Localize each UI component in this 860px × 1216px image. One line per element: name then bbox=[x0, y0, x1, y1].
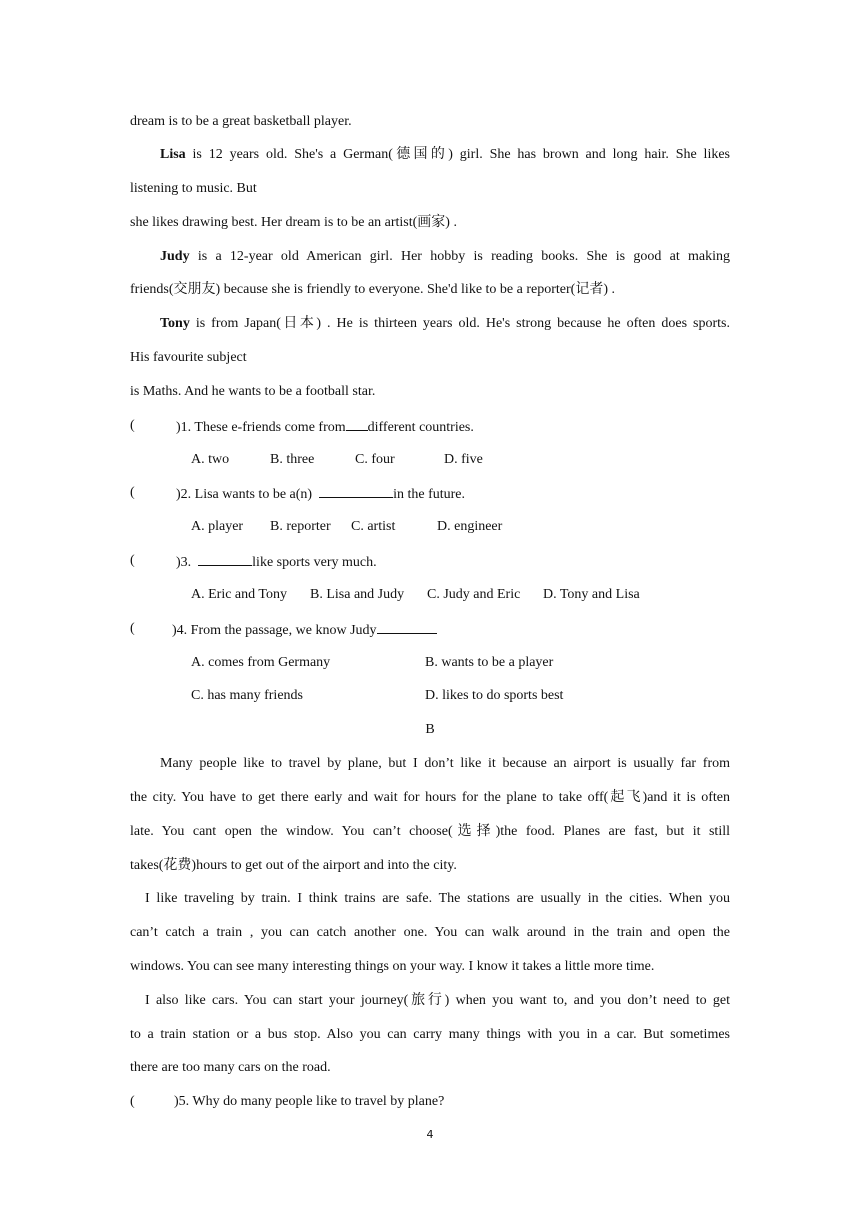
lisa-paragraph-line-1: Lisa is 12 years old. She's a German(德国的) girl. She has brown and long hair. She likes bbox=[160, 147, 730, 162]
passage-b-p1-line-1: Many people like to travel by plane, but I don’t like it because an airport is usually far from bbox=[160, 756, 730, 771]
option-d: D. engineer bbox=[437, 519, 503, 534]
tony-paragraph-line-3: is Maths. And he wants to be a football star. bbox=[130, 384, 376, 399]
answer-blank bbox=[377, 619, 437, 634]
section-heading-b: B bbox=[425, 722, 435, 737]
lisa-name: Lisa bbox=[160, 147, 186, 162]
page-number: 4 bbox=[426, 1128, 434, 1141]
answer-bracket: ( bbox=[130, 621, 135, 636]
question-1: ( )1. These e-friends come from different countries. bbox=[130, 418, 474, 435]
question-3: ( )3. like sports very much. bbox=[130, 553, 377, 570]
judy-name: Judy bbox=[160, 249, 190, 264]
passage-b-p2-line-2: can’t catch a train , you can catch another one. You can walk around in the train and open the bbox=[130, 925, 730, 940]
option-c: C. has many friends bbox=[191, 688, 303, 703]
passage-b-p3-line-1: I also like cars. You can start your journey(旅行) when you want to, and you don’t need to get bbox=[145, 993, 730, 1008]
eric-paragraph-end: dream is to be a great basketball player. bbox=[130, 114, 352, 129]
lisa-paragraph-line-3: she likes drawing best. Her dream is to be an artist(画家) . bbox=[130, 215, 457, 230]
question-5: ( )5. Why do many people like to travel by plane? bbox=[130, 1092, 730, 1112]
passage-b-p1-line-4: takes(花费)hours to get out of the airport and into the city. bbox=[130, 858, 457, 873]
answer-blank bbox=[319, 483, 393, 498]
tony-paragraph-line-1: Tony is from Japan(日本) . He is thirteen years old. He's strong because he often does sports. bbox=[160, 316, 730, 331]
option-d: D. five bbox=[444, 452, 483, 467]
tony-paragraph-line-2: His favourite subject bbox=[130, 350, 247, 365]
option-a: A. player bbox=[191, 519, 244, 534]
question-1-options bbox=[130, 450, 730, 470]
option-d: D. likes to do sports best bbox=[425, 688, 564, 703]
passage-b-p2-line-3: windows. You can see many interesting things on your way. I know it takes a little more time. bbox=[130, 959, 655, 974]
judy-paragraph-line-1: Judy is a 12-year old American girl. Her hobby is reading books. She is good at making bbox=[160, 249, 730, 264]
answer-blank bbox=[198, 551, 252, 566]
option-b: B. three bbox=[270, 452, 315, 467]
passage-b-p3-line-2: to a train station or a bus stop. Also you can carry many things with you in a car. But sometimes bbox=[130, 1027, 730, 1042]
option-c: C. Judy and Eric bbox=[427, 587, 521, 602]
option-b: B. Lisa and Judy bbox=[310, 587, 405, 602]
option-a: A. comes from Germany bbox=[191, 655, 331, 670]
option-b: B. reporter bbox=[270, 519, 331, 534]
passage-b-p1-line-3: late. You cant open the window. You can’t choose(选择)the food. Planes are fast, but it still bbox=[130, 824, 730, 839]
question-4-options-row-1 bbox=[130, 653, 730, 673]
option-c: C. artist bbox=[351, 519, 396, 534]
passage-b-p2-line-1: I like traveling by train. I think trains are safe. The stations are usually in the cities. When you bbox=[145, 891, 730, 906]
passage-b-p3-line-3: there are too many cars on the road. bbox=[130, 1060, 331, 1075]
option-a: A. Eric and Tony bbox=[191, 587, 287, 602]
judy-paragraph-line-2: friends(交朋友) because she is friendly to everyone. She'd like to be a reporter(记者) . bbox=[130, 282, 615, 297]
option-a: A. two bbox=[191, 452, 230, 467]
question-2-options bbox=[130, 517, 730, 537]
passage-b-p1-line-2: the city. You have to get there early and wait for hours for the plane to take off(起飞)and it is often bbox=[130, 790, 730, 805]
answer-bracket: ( bbox=[130, 418, 135, 433]
question-4: ( )4. From the passage, we know Judy bbox=[130, 619, 730, 639]
option-b: B. wants to be a player bbox=[425, 655, 554, 670]
answer-bracket: ( bbox=[130, 553, 135, 568]
answer-blank bbox=[346, 416, 368, 431]
option-d: D. Tony and Lisa bbox=[543, 587, 640, 602]
answer-bracket: ( bbox=[130, 485, 135, 500]
lisa-paragraph-line-2: listening to music. But bbox=[130, 181, 257, 196]
answer-bracket: ( bbox=[130, 1094, 135, 1109]
question-4-options-row-2 bbox=[130, 686, 730, 706]
tony-name: Tony bbox=[160, 316, 190, 331]
question-3-options bbox=[130, 585, 730, 605]
question-2: ( )2. Lisa wants to be a(n) in the future. bbox=[130, 485, 465, 502]
option-c: C. four bbox=[355, 452, 395, 467]
